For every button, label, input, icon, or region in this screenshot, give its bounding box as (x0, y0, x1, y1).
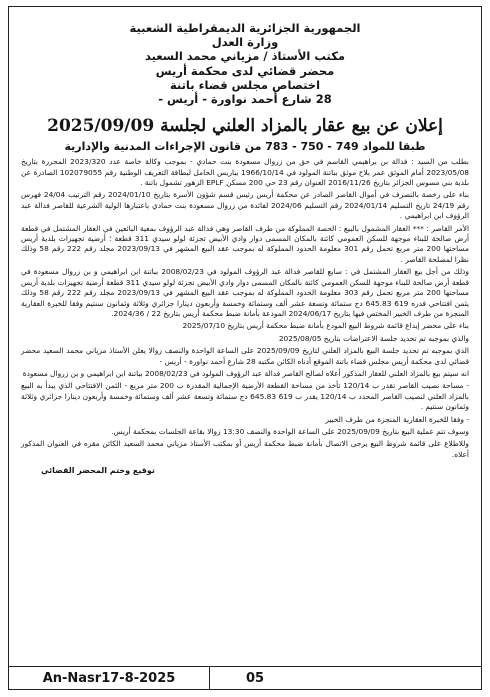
paragraph-price: - مساحة نصيب القاصر تقدر ب 120/14 تأخذ من مساحة القطعة الأرضية الإجمالية المقدرة ب 200 متر مربع - الثمن الافتتاحي الذي يبدأ به البيع بالمزاد العلني لنصيب القاصر المحدد ب 120/14 يقدر ب 619 645.83 دج ستمائة وتسعة عشر ألف وستمائة وخمسة وأربعون دينارا جزائري وثلاثة وثمانون سنتيم . (21, 381, 469, 412)
paragraph-deposit: بناء على محضر إيداع قائمة شروط البيع المودع بأمانة ضبط محكمة أريس بتاريخ 2025/07/10 (182, 321, 469, 331)
signature-line: توقيع وختم المحضر القضائي (41, 466, 155, 476)
paragraph-sale-object: وذلك من أجل بيع العقار المشتمل في : سابع للقاصر فدالة عبد الرؤوف المولود في 2008/02/23 بباتنة ابن ابراهيمي و بن زروال مسعودة في قطعة أرض صالحة للبناء موجهة للسكن العمومي كائنة بالمكان المسمى دوار وادي الأبيض تجزئة لولو سيدي 311 قطعة أرضية تجهيزات بلدية أريس مساحتها 200 متر مربع تحمل رقم 303 معلومة الحدود المملوكة له بموجب عقد البيع المشهر في 2023/09/13 مجلد رقم 222 رقم 58 وذلك يثمن افتتاحي قدره 619 645.83 دج ستمائة وتسعة عشر ألف وستمائة وخمسة وأربعون دينارا جزائري وثلاثة وثمانون سنتيم وفقا للخبرة العقارية المنجزة من طرف الخبير المختص فيها بتاريخ 2024/06/17 المودعة بأمانة ضبط محكمة أريس بتاريخ 22 / 2024/36. (21, 267, 469, 318)
announcement-sheet (8, 6, 482, 690)
paragraph-authorization: بناء على رخصة بالتصرف في أموال القاصر الصادر عن محكمة أريس رئيس قسم شؤون الأسرة بتاريخ 2024/01/10 رقم الترتيب 24/04 فهرس رقم 24/19 تاريخ التسليم 2024/01/14 رقم التسليم 2024/06 لفائدة من زروال مسعودة بنت حمادي باعتبارها الولية الشرعية للقاصر فدالة عبد الرؤوف ابن ابراهيمي . (21, 190, 470, 221)
republic-line: الجمهورية الجزائرية الديمقراطية الشعبية (129, 21, 361, 35)
legal-basis: طبقا للمواد 749 - 750 - 783 من قانون الإجراءات المدنية والإدارية (64, 140, 426, 154)
bailiff-line: محضر قضائي لدى محكمة أريس (155, 63, 335, 78)
paragraph-objections: والذي بموجبه تم تحديد جلسة الاعتراضات بتاريخ 2025/08/05 (278, 333, 469, 343)
ministry-line: وزارة العدل (211, 35, 279, 50)
jurisdiction-line: اختصاص مجلس قضاء باتنة (169, 77, 321, 92)
office-line: مكتب الأستاذ / مزياني محمد السعيد (144, 49, 346, 64)
page-title: إعلان عن بيع عقار بالمزاد العلني لجلسة 2025/09/09 (47, 116, 443, 137)
paragraph-sale-time: وسوف تتم عملية البيع بتاريخ 2025/09/09 على الساعة الواحدة والنصف 13:30 زوالا بقاعة الجلسات بمحكمة أريس. (111, 426, 469, 436)
newspaper-date: An-Nasr17-8-2025 (9, 667, 210, 689)
footer-bar (9, 666, 481, 689)
paragraph-expertise: - وفقا للخبرة العقارية المنجزة من طرف الخبير (325, 414, 469, 424)
paragraph-requester: بطلب من السيد : فدالة بن براهيمي القاسم في حق من زروال مسعودة بنت حمادي - بموجب وكالة خاصة عدد 2023/320 المحررة بتاريخ 2023/05/08 أمام الموثق عمر بلاح موثق بباتنة المولود في 1966/10/14 بباريس الحامل لبطاقة التعريف الوطنية رقم 102079055 الصادرة عن بلدية بني مسوس الجزائر بتاريخ 2016/11/26 العنوان رقم 23 حي 200 مسكن EPLF الزهور تشمول باتنة . (21, 157, 469, 188)
paragraph-sale-notice: انه سيتم بيع بالمزاد العلني للعقار المذكور أعلاه لصالح القاصر فدالة عبد الرؤوف المولود في 2008/02/23 بباتنة ابن ابراهيمي و بن زروال مسعودة (22, 368, 469, 378)
paragraph-session: الذي بموجبه تم تحديد جلسة البيع بالمزاد العلني لتاريخ 2025/09/09 على الساعة الواحدة والنصف زوالا يعلن الأستاذ مزياني محمد السعيد محضر قضائي لدى محكمة أريس مجلس قضاء باتنة الموقع أدناه الكائن مكتبه 28 شارع أحمد نواورة - أريس - (21, 346, 469, 366)
address-line: 28 شارع أحمد نواورة - أريس - (158, 92, 332, 107)
page-number: 05 (245, 670, 265, 686)
announcement-body (9, 153, 481, 460)
letterhead (9, 21, 481, 106)
paragraph-property: الأمر القاصر : *** العقار المشمول بالبيع : الحصة المملوكة من طرف القاصر وهي فدالة عبد الرؤوف بمعية البائعين في العقار المشتمل في قطعة أرض صالحة للبناء موجهة للسكن العمومي كائنة بالمكان المسمى دوار وادي الأبيض تجزئة لولو سيدي 311 قطعة ؛ أرضية تجهيزات بلدية أريس مساحتها 200 متر مربع تحمل رقم 301 معلومة الحدود المملوكة له بموجب عقد البيع المشهر في 2023/09/13 مجلد رقم 222 رقم 58 وذلك نظرا لمصلحة القاصر . (21, 223, 470, 264)
paragraph-contact: وللاطلاع على قائمة شروط البيع يرجى الاتصال بأمانة ضبط محكمة أريس أو بمكتب الأستاذ مزياني محمد السعيد الكائن مقره في العنوان المذكور أعلاه. (21, 439, 469, 459)
